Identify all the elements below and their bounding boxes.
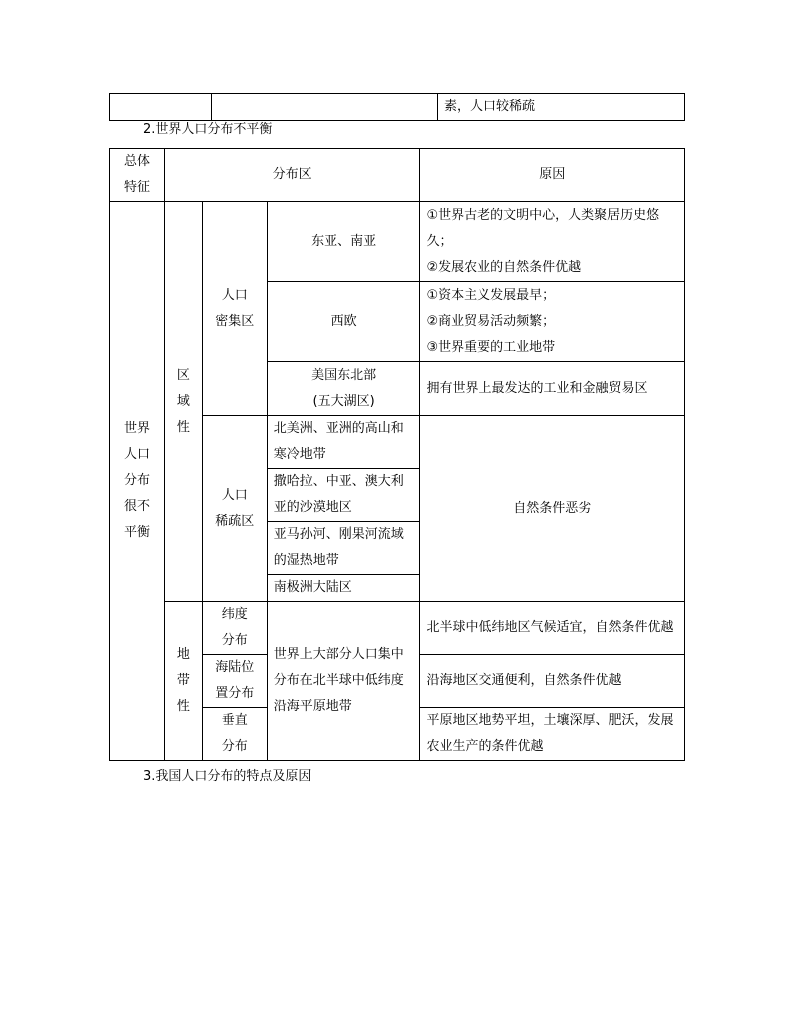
- sparse-area: 南极洲大陆区: [267, 575, 420, 602]
- regional-label: 区 域 性: [164, 202, 202, 602]
- reason-cell: 素，人口较稀疏: [438, 94, 685, 121]
- zonal-type: 纬度 分布: [202, 602, 267, 655]
- sparse-area: 亚马孙河、刚果河流域的湿热地带: [267, 522, 420, 575]
- dense-reason: ①世界古老的文明中心，人类聚居历史悠久； ②发展农业的自然条件优越: [420, 202, 685, 282]
- dense-label: 人口 密集区: [202, 202, 267, 416]
- header-overall: 总体 特征: [110, 149, 165, 202]
- header-reason: 原因: [420, 149, 685, 202]
- header-area: 分布区: [164, 149, 420, 202]
- section-heading-3: 3.我国人口分布的特点及原因: [143, 769, 312, 784]
- zonal-reason: 沿海地区交通便利，自然条件优越: [420, 655, 685, 708]
- empty-cell: [212, 94, 438, 121]
- sparse-reason: 自然条件恶劣: [420, 416, 685, 602]
- previous-table-fragment: [109, 93, 685, 121]
- sparse-area: 撒哈拉、中亚、澳大利亚的沙漠地区: [267, 469, 420, 522]
- overall-feature: 世界 人口 分布 很不 平衡: [110, 202, 165, 761]
- sparse-label: 人口 稀疏区: [202, 416, 267, 602]
- dense-reason: ①资本主义发展最早； ②商业贸易活动频繁； ③世界重要的工业地带: [420, 282, 685, 362]
- zonal-summary: 世界上大部分人口集中分布在北半球中低纬度沿海平原地带: [267, 602, 420, 761]
- sparse-area: 北美洲、亚洲的高山和寒冷地带: [267, 416, 420, 469]
- zonal-reason: 平原地区地势平坦，土壤深厚、肥沃，发展农业生产的条件优越: [420, 708, 685, 761]
- zonal-type: 垂直 分布: [202, 708, 267, 761]
- dense-area: 东亚、南亚: [267, 202, 420, 282]
- zonal-reason: 北半球中低纬地区气候适宜，自然条件优越: [420, 602, 685, 655]
- zonal-label: 地 带 性: [164, 602, 202, 761]
- dense-area: 美国东北部 (五大湖区): [267, 362, 420, 416]
- dense-area: 西欧: [267, 282, 420, 362]
- dense-reason: 拥有世界上最发达的工业和金融贸易区: [420, 362, 685, 416]
- empty-cell: [110, 94, 212, 121]
- population-distribution-table: [109, 148, 685, 761]
- zonal-type: 海陆位 置分布: [202, 655, 267, 708]
- section-heading-2: 2.世界人口分布不平衡: [143, 122, 273, 137]
